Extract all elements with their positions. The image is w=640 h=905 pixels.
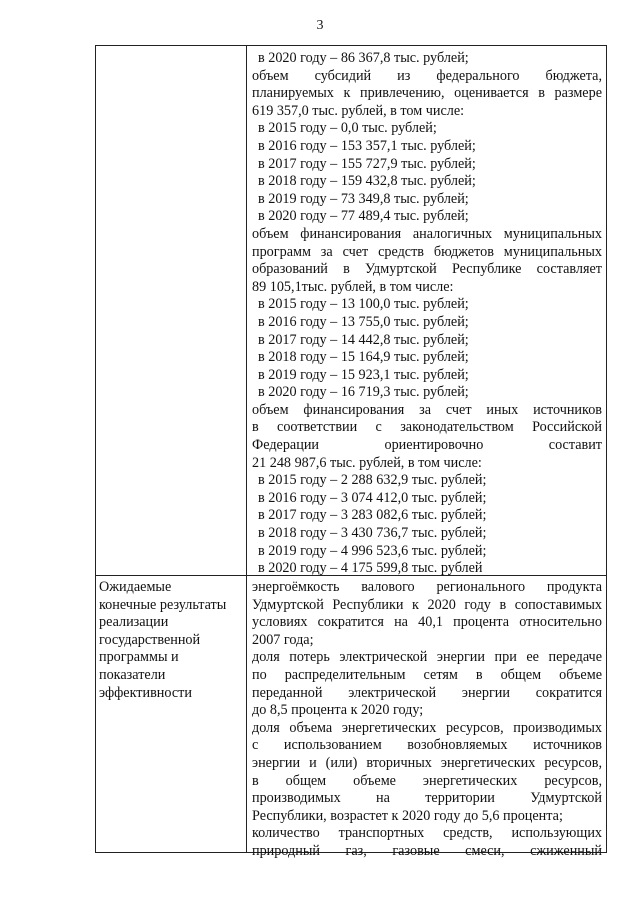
financing-text-line: в 2017 году – 155 727,9 тыс. рублей; bbox=[258, 155, 476, 172]
financing-text-line: 21 248 987,6 тыс. рублей, в том числе: bbox=[252, 454, 482, 471]
results-text-line: природный газ, газовые смеси, сжиженный bbox=[252, 842, 602, 859]
results-text-line: с использованием возобновляемых источников bbox=[252, 737, 602, 754]
results-text-line: энергоёмкость валового регионального продукта bbox=[252, 579, 602, 595]
financing-text-line: программ за счет средств бюджетов муниципальных bbox=[252, 243, 602, 260]
financing-text-line: в 2018 году – 159 432,8 тыс. рублей; bbox=[258, 173, 476, 190]
row2-label-line: эффективности bbox=[99, 684, 192, 701]
financing-text-line: в соответствии с законодательством Российской bbox=[252, 419, 602, 436]
financing-text-line: в 2016 году – 3 074 412,0 тыс. рублей; bbox=[258, 489, 487, 506]
row2-label-line: реализации bbox=[99, 614, 169, 631]
financing-text-line: в 2020 году – 16 719,3 тыс. рублей; bbox=[258, 384, 469, 401]
results-text-line: доля объема энергетических ресурсов, производимых bbox=[252, 719, 602, 736]
financing-text-line: в 2015 году – 2 288 632,9 тыс. рублей; bbox=[258, 472, 487, 489]
program-passport-table bbox=[95, 45, 607, 859]
financing-text-line: в 2019 году – 73 349,8 тыс. рублей; bbox=[258, 190, 469, 207]
row2-label-line: показатели bbox=[99, 666, 166, 683]
financing-text-line: планируемых к привлечению, оценивается в размере bbox=[252, 85, 602, 102]
financing-text-line: в 2019 году – 15 923,1 тыс. рублей; bbox=[258, 366, 469, 383]
financing-text-line: объем субсидий из федерального бюджета, bbox=[252, 67, 602, 84]
financing-text-line: 619 357,0 тыс. рублей, в том числе: bbox=[252, 102, 465, 119]
results-text-line: в общем объеме энергетических ресурсов, bbox=[252, 772, 602, 789]
results-text-line: энергии и (или) вторичных энергетических ресурсов, bbox=[252, 754, 602, 771]
financing-text-line: в 2020 году – 77 489,4 тыс. рублей; bbox=[258, 208, 469, 225]
financing-text-line: 89 105,1тыс. рублей, в том числе: bbox=[252, 278, 454, 295]
results-text-line: Республики, возрастет к 2020 году до 5,6 процента; bbox=[252, 807, 563, 824]
financing-text-line: в 2017 году – 14 442,8 тыс. рублей; bbox=[258, 331, 469, 348]
results-text-line: условиях сократится на 40,1 процента относительно bbox=[252, 614, 602, 631]
financing-text-line: в 2015 году – 0,0 тыс. рублей; bbox=[258, 120, 437, 137]
results-text-line: доля потерь электрической энергии при ее передаче bbox=[252, 649, 602, 666]
financing-text-line: в 2015 году – 13 100,0 тыс. рублей; bbox=[258, 296, 469, 313]
financing-text-line: в 2017 году – 3 283 082,6 тыс. рублей; bbox=[258, 507, 487, 524]
financing-text-line: образований в Удмуртской Республике составляет bbox=[252, 261, 602, 278]
row2-label-line: программы и bbox=[99, 649, 179, 666]
financing-text-line: в 2016 году – 13 755,0 тыс. рублей; bbox=[258, 313, 469, 330]
results-text-line: Удмуртской Республики к 2020 году в сопоставимых bbox=[252, 596, 602, 613]
financing-text-line: в 2018 году – 15 164,9 тыс. рублей; bbox=[258, 349, 469, 366]
results-text-line: количество транспортных средств, использующих bbox=[252, 825, 602, 842]
row1-financing-cell bbox=[252, 50, 602, 578]
financing-text-line: в 2016 году – 153 357,1 тыс. рублей; bbox=[258, 137, 476, 154]
row2-label-line: государственной bbox=[99, 631, 201, 648]
financing-text-line: Федерации ориентировочно составит bbox=[252, 437, 602, 454]
results-text-line: производимых на территории Удмуртской bbox=[252, 790, 602, 807]
table-column-divider bbox=[246, 46, 247, 852]
financing-text-line: в 2020 году – 86 367,8 тыс. рублей; bbox=[258, 50, 469, 66]
row2-results-cell bbox=[252, 579, 602, 861]
row2-label-line: Ожидаемые bbox=[99, 579, 172, 595]
row2-label-cell bbox=[99, 579, 244, 702]
financing-text-line: в 2020 году – 4 175 599,8 тыс. рублей bbox=[258, 560, 483, 577]
financing-text-line: объем финансирования аналогичных муниципальных bbox=[252, 225, 602, 242]
table-border-right bbox=[606, 46, 607, 852]
row2-label-line: конечные результаты bbox=[99, 596, 227, 613]
page-number: 3 bbox=[316, 18, 324, 33]
financing-text-line: в 2019 году – 4 996 523,6 тыс. рублей; bbox=[258, 542, 487, 559]
results-text-line: 2007 года; bbox=[252, 631, 314, 648]
financing-text-line: в 2018 году – 3 430 736,7 тыс. рублей; bbox=[258, 525, 487, 542]
results-text-line: переданной электрической энергии сократится bbox=[252, 684, 602, 701]
table-border-left bbox=[95, 46, 96, 852]
results-text-line: до 8,5 процента к 2020 году; bbox=[252, 702, 424, 719]
financing-text-line: объем финансирования за счет иных источников bbox=[252, 401, 602, 418]
results-text-line: по распределительным сетям в общем объеме bbox=[252, 666, 602, 683]
